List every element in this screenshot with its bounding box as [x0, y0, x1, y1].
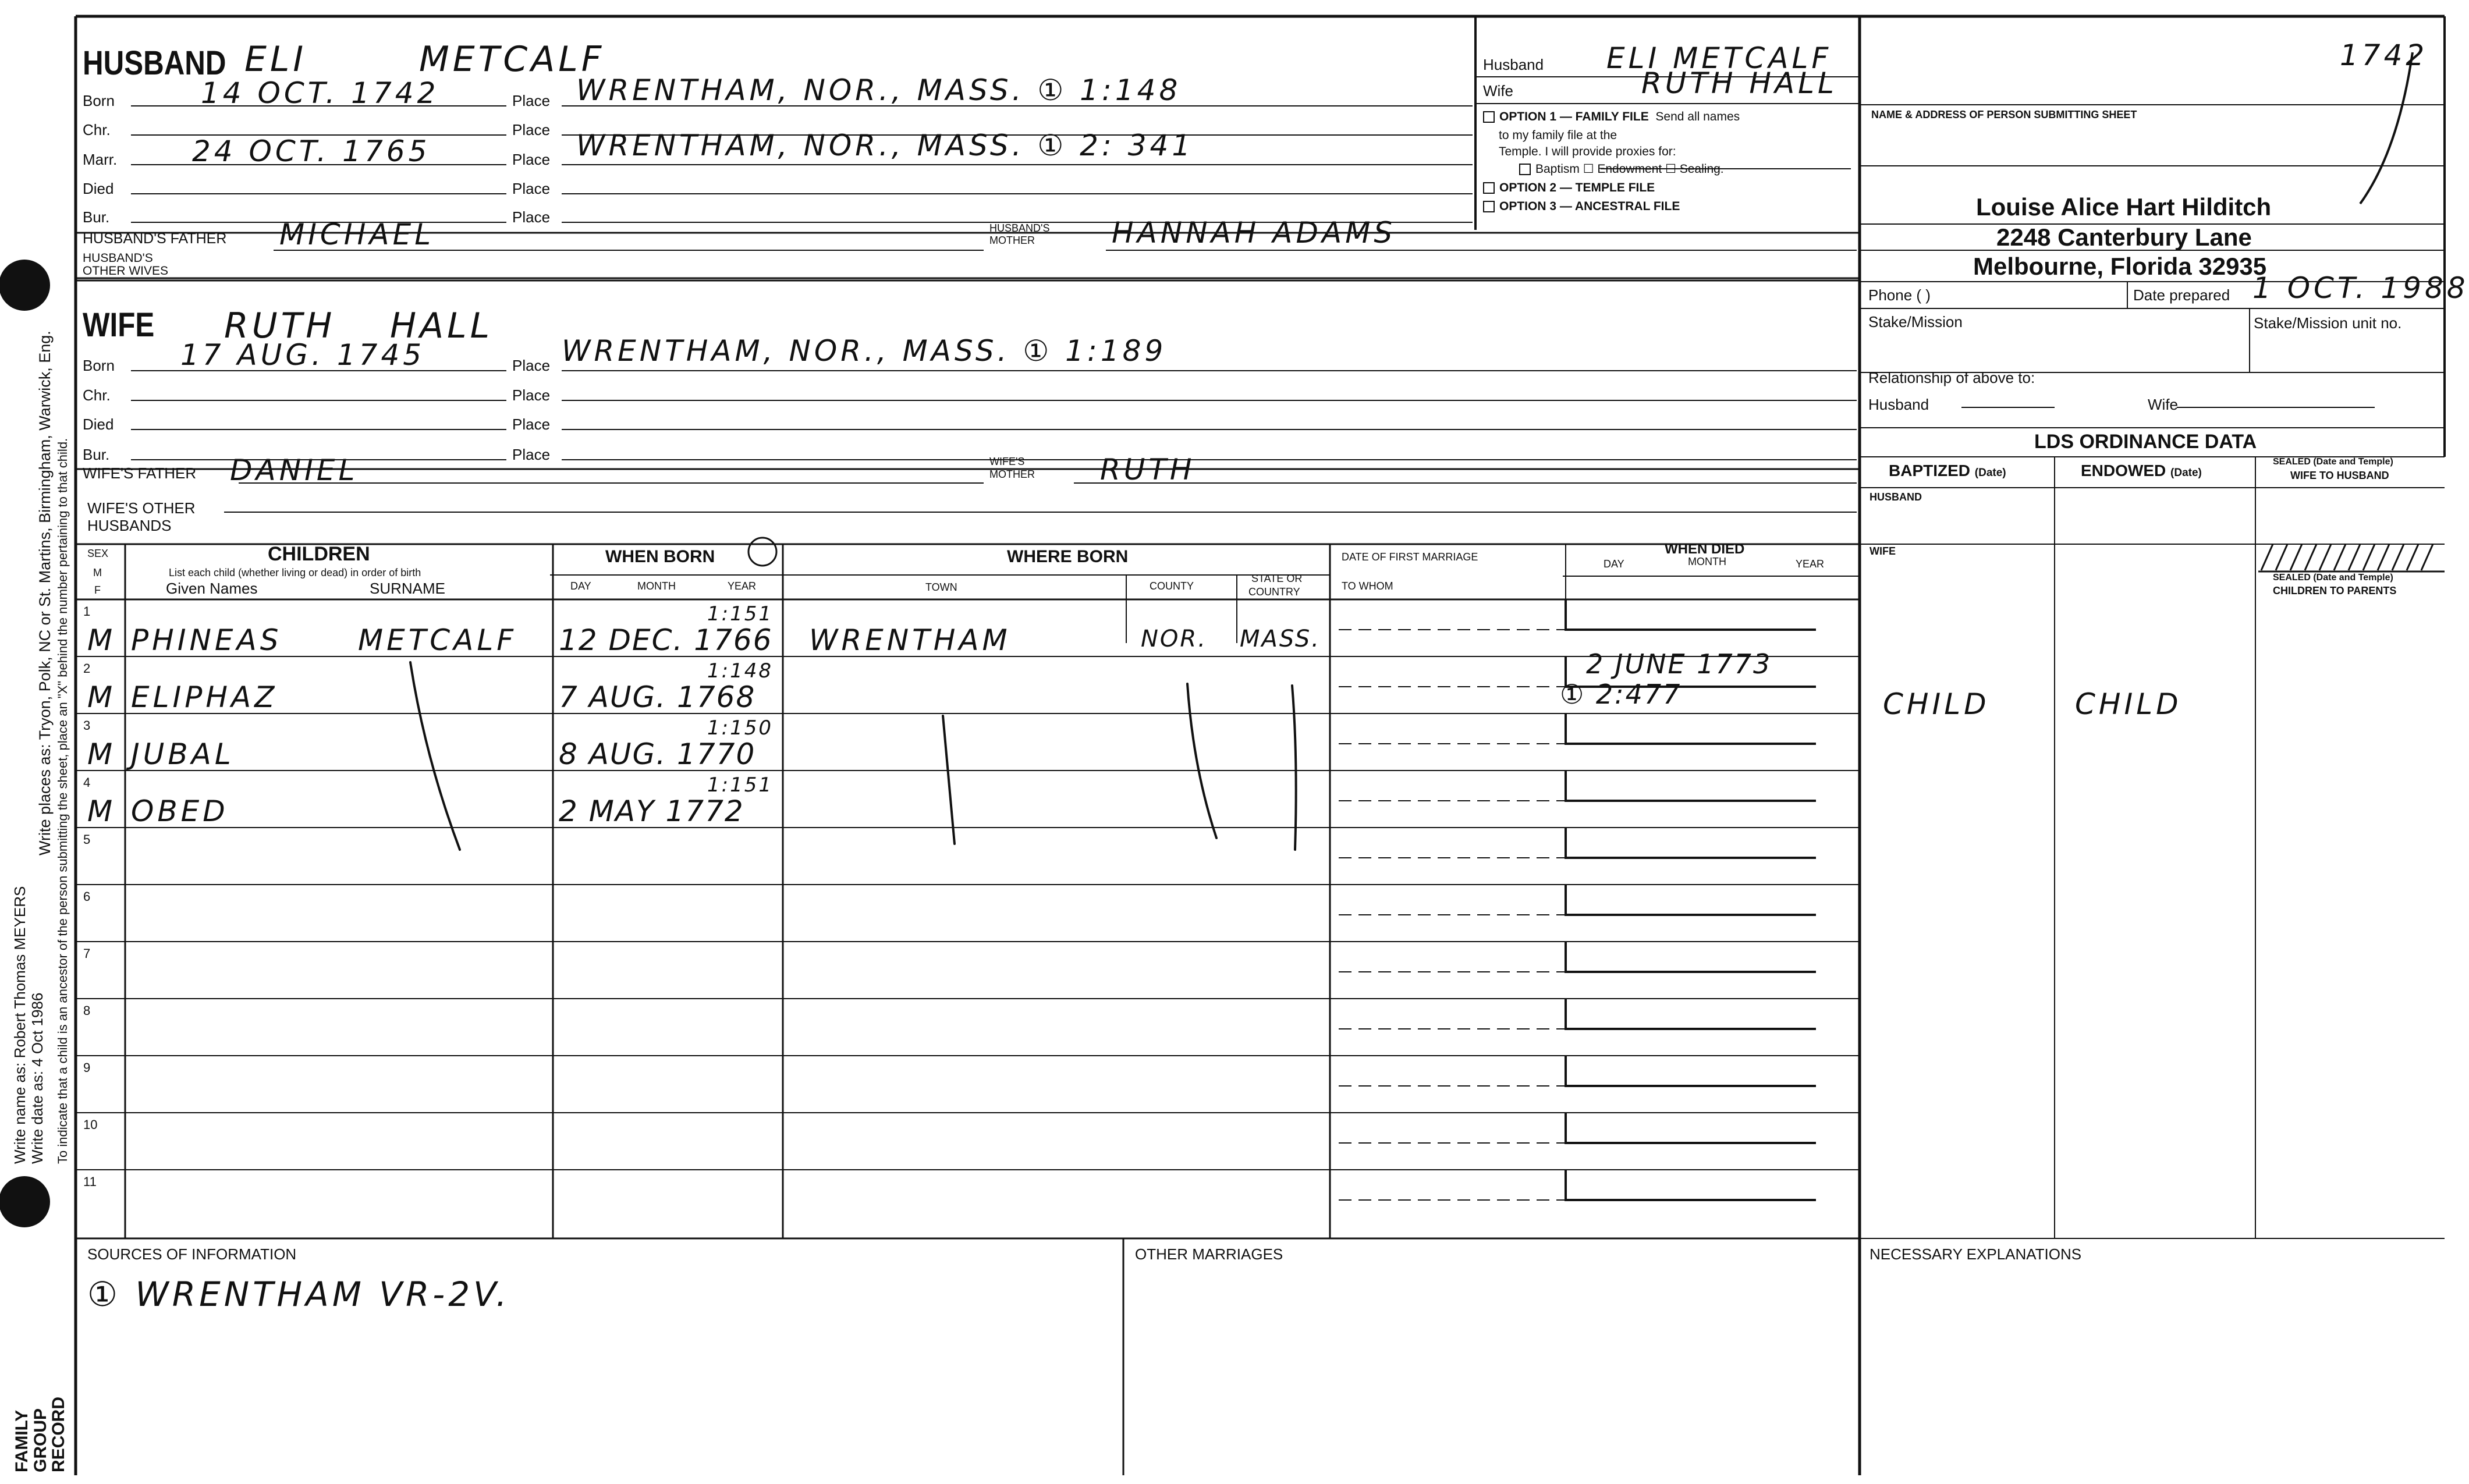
died-month-label: MONTH	[1688, 556, 1726, 567]
option3-row[interactable]: OPTION 3 — ANCESTRAL FILE	[1483, 200, 1680, 212]
child-row-number: 6	[83, 889, 91, 904]
wife-surname[interactable]: HALL	[390, 306, 494, 346]
baptized-label: BAPTIZED (Date)	[1889, 461, 2006, 480]
form-title: FAMILY GROUP RECORD	[12, 1396, 68, 1472]
child-birth-ref[interactable]: 1:151	[707, 773, 773, 797]
sealed-wife-label-2: WIFE TO HUSBAND	[2290, 470, 2389, 481]
phone-label: Phone ( )	[1868, 286, 1931, 304]
row-husband-label: HUSBAND	[1870, 491, 1922, 503]
wife-died-label: Died	[83, 416, 114, 433]
child-birth-state[interactable]: MASS.	[1240, 626, 1321, 652]
rel-wife-label: Wife	[2148, 396, 2178, 413]
wife-given-name[interactable]: RUTH	[224, 306, 336, 346]
wife-mother-label-2: MOTHER	[989, 468, 1035, 480]
child-row-number: 2	[83, 661, 91, 676]
relationship-label: Relationship of above to:	[1868, 369, 2035, 386]
husband-mother-label-1: HUSBAND'S	[989, 222, 1050, 234]
husband-given-name[interactable]: ELI	[244, 39, 307, 80]
child-sex[interactable]: M	[87, 623, 116, 657]
husband-chr-label: Chr.	[83, 121, 111, 139]
sealed-wife-label-1: SEALED (Date and Temple)	[2273, 457, 2393, 467]
wife-bur-place-label: Place	[512, 446, 551, 463]
row-wife-label: WIFE	[1870, 545, 1896, 557]
instruction-date-format: Write date as: 4 Oct 1986	[28, 992, 46, 1164]
state-label-1: STATE OR	[1251, 573, 1303, 584]
wife-other-husbands-label-1: WIFE'S OTHER	[87, 499, 196, 517]
to-whom-label: TO WHOM	[1342, 580, 1393, 592]
sex-label: SEX	[87, 548, 109, 559]
husband-marr-date[interactable]: 24 OCT. 1765	[192, 134, 431, 168]
children-label: CHILDREN	[268, 543, 370, 565]
born-day-label: DAY	[570, 580, 591, 592]
wife-born-place[interactable]: WRENTHAM, NOR., MASS. ① 1:189	[562, 334, 1167, 368]
child-given-name[interactable]: ELIPHAZ	[131, 680, 278, 714]
child-given-name[interactable]: OBED	[131, 794, 229, 828]
wife-mother-label-1: WIFE'S	[989, 456, 1025, 467]
option1-line4: Baptism ☐ Endowment ☐ Sealing.	[1519, 163, 1724, 175]
instruction-place-format: Write places as: Tryon, Polk, NC or St. Martins, Birmingham, Warwick, Eng.	[36, 331, 54, 855]
child-sex[interactable]: M	[87, 680, 116, 714]
surname-label: SURNAME	[370, 580, 446, 597]
husband-died-label: Died	[83, 180, 114, 197]
submitter-name[interactable]: Louise Alice Hart Hilditch	[1976, 193, 2272, 221]
first-marriage-label: DATE OF FIRST MARRIAGE	[1342, 551, 1478, 563]
child-surname[interactable]: METCALF	[358, 623, 517, 657]
child-birth-ref[interactable]: 1:151	[707, 602, 773, 626]
child-row-number: 1	[83, 604, 91, 619]
sidebar-places	[36, 274, 54, 855]
child-given-name[interactable]: PHINEAS	[131, 623, 282, 657]
child-sex[interactable]: M	[87, 794, 116, 828]
date-prepared[interactable]: 1 OCT. 1988	[2252, 271, 2469, 305]
rp-husband-name[interactable]: ELI METCALF	[1606, 41, 1832, 75]
instruction-ancestor: To indicate that a child is an ancestor of the person submitting the sheet, place an "X" behind the number pertaining to that child.	[55, 438, 70, 1164]
stake-unit-label: Stake/Mission unit no.	[2254, 314, 2402, 332]
sex-m-label: M	[93, 567, 102, 578]
sources-value[interactable]: ① WRENTHAM VR-2V.	[87, 1274, 510, 1314]
child-row-number: 10	[83, 1117, 98, 1132]
child-birth-date[interactable]: 8 AUG. 1770	[559, 737, 756, 771]
husband-mother[interactable]: HANNAH ADAMS	[1112, 216, 1396, 250]
child-death-ref[interactable]: ① 2:477	[1560, 679, 1682, 710]
child-row-number: 11	[83, 1174, 97, 1189]
sex-f-label: F	[94, 584, 101, 596]
wife-mother[interactable]: RUTH	[1100, 453, 1196, 487]
husband-born-label: Born	[83, 92, 115, 109]
husband-bur-label: Bur.	[83, 208, 110, 226]
husband-born-place[interactable]: WRENTHAM, NOR., MASS. ① 1:148	[576, 73, 1182, 107]
husband-bur-place-label: Place	[512, 208, 551, 226]
child-birth-date[interactable]: 2 MAY 1772	[559, 794, 744, 828]
wife-bur-label: Bur.	[83, 446, 110, 463]
rp-wife-label: Wife	[1483, 82, 1513, 100]
other-marriages-label: OTHER MARRIAGES	[1135, 1245, 1283, 1263]
died-day-label: DAY	[1604, 558, 1624, 570]
husband-died-place-label: Place	[512, 180, 551, 197]
child-birth-ref[interactable]: 1:148	[707, 659, 773, 683]
sidebar-ancestor-note	[55, 233, 70, 1164]
option2-row[interactable]: OPTION 2 — TEMPLE FILE	[1483, 182, 1655, 194]
lds-title: LDS ORDINANCE DATA	[2034, 431, 2257, 453]
child2-baptized[interactable]: CHILD	[1883, 687, 1990, 721]
option2-checkbox[interactable]	[1483, 182, 1495, 194]
child-row-number: 4	[83, 775, 91, 790]
submitter-city[interactable]: Melbourne, Florida 32935	[1973, 253, 2267, 280]
child-birth-date[interactable]: 12 DEC. 1766	[559, 623, 773, 657]
husband-other-wives-label-1: HUSBAND'S	[83, 251, 153, 265]
child-row-number: 9	[83, 1060, 91, 1075]
option3-checkbox[interactable]	[1483, 201, 1495, 212]
child2-endowed[interactable]: CHILD	[2075, 687, 2182, 721]
child-row-number: 7	[83, 946, 91, 961]
given-names-label: Given Names	[166, 580, 258, 597]
option1-checkbox[interactable]	[1483, 111, 1495, 123]
endowed-label: ENDOWED (Date)	[2081, 461, 2202, 480]
husband-other-wives-label-2: OTHER WIVES	[83, 264, 169, 278]
child-row-number: 5	[83, 832, 91, 847]
date-prepared-label: Date prepared	[2133, 286, 2230, 304]
wife-chr-label: Chr.	[83, 386, 111, 404]
husband-father-label: HUSBAND'S FATHER	[83, 230, 227, 247]
wife-born-place-label: Place	[512, 357, 551, 374]
husband-surname[interactable]: METCALF	[419, 39, 605, 80]
child-row-number: 3	[83, 718, 91, 733]
state-label-2: COUNTRY	[1248, 586, 1300, 598]
husband-father[interactable]: MICHAEL	[279, 218, 435, 251]
husband-born-date[interactable]: 14 OCT. 1742	[201, 76, 439, 110]
children-sub: List each child (whether living or dead) in order of birth	[169, 567, 421, 578]
submitter-label: NAME & ADDRESS OF PERSON SUBMITTING SHEET	[1871, 109, 2137, 120]
husband-mother-label-2: MOTHER	[989, 235, 1035, 246]
child-birth-ref[interactable]: 1:150	[707, 716, 773, 740]
child-birth-county[interactable]: NOR.	[1141, 626, 1207, 652]
town-label: TOWN	[925, 581, 957, 593]
child-given-name[interactable]: JUBAL	[131, 737, 235, 771]
husband-chr-place-label: Place	[512, 121, 551, 139]
option1-row[interactable]: OPTION 1 — FAMILY FILE Send all names	[1483, 111, 1740, 123]
instruction-name-format: Write name as: Robert Thomas MEYERS	[11, 886, 29, 1164]
husband-heading: HUSBAND	[83, 44, 226, 82]
child-row-number: 8	[83, 1003, 91, 1018]
wife-heading: WIFE	[83, 306, 155, 344]
wife-father-label: WIFE'S FATHER	[83, 464, 197, 482]
sources-label: SOURCES OF INFORMATION	[87, 1245, 297, 1263]
rp-husband-year[interactable]: 1742	[2340, 38, 2428, 72]
husband-marr-place-label: Place	[512, 151, 551, 168]
born-year-label: YEAR	[728, 580, 757, 592]
wife-chr-place-label: Place	[512, 386, 551, 404]
wife-born-label: Born	[83, 357, 115, 374]
wife-born-date[interactable]: 17 AUG. 1745	[180, 338, 425, 372]
option1-line2: to my family file at the	[1499, 129, 1617, 142]
sealed-children-label-1: SEALED (Date and Temple)	[2273, 573, 2393, 583]
husband-born-place-label: Place	[512, 92, 551, 109]
stake-label: Stake/Mission	[1868, 313, 1963, 331]
option1-line3: Temple. I will provide proxies for:	[1499, 145, 1676, 158]
county-label: COUNTY	[1150, 580, 1194, 592]
died-year-label: YEAR	[1796, 558, 1825, 570]
child-sex[interactable]: M	[87, 737, 116, 771]
born-month-label: MONTH	[637, 580, 676, 592]
where-born-label: WHERE BORN	[1007, 547, 1129, 566]
wife-other-husbands-label-2: HUSBANDS	[87, 517, 172, 534]
child-death-date[interactable]: 2 JUNE 1773	[1586, 648, 1772, 680]
child-birth-date[interactable]: 7 AUG. 1768	[559, 680, 756, 714]
husband-marr-place[interactable]: WRENTHAM, NOR., MASS. ① 2: 341	[576, 129, 1194, 162]
wife-died-place-label: Place	[512, 416, 551, 433]
when-born-label: WHEN BORN	[605, 547, 715, 566]
explanations-label: NECESSARY EXPLANATIONS	[1870, 1245, 2082, 1263]
wife-father[interactable]: DANIEL	[230, 453, 359, 487]
submitter-street[interactable]: 2248 Canterbury Lane	[1996, 223, 2252, 251]
rel-husband-label: Husband	[1868, 396, 1929, 413]
child-birth-town[interactable]: WRENTHAM	[809, 623, 1011, 657]
when-died-label: WHEN DIED	[1665, 541, 1745, 557]
husband-marr-label: Marr.	[83, 151, 118, 168]
baptism-checkbox[interactable]	[1519, 164, 1531, 175]
rp-husband-label: Husband	[1483, 56, 1544, 73]
sealed-children-label-2: CHILDREN TO PARENTS	[2273, 585, 2397, 597]
rp-wife-name[interactable]: RUTH HALL	[1641, 66, 1837, 100]
